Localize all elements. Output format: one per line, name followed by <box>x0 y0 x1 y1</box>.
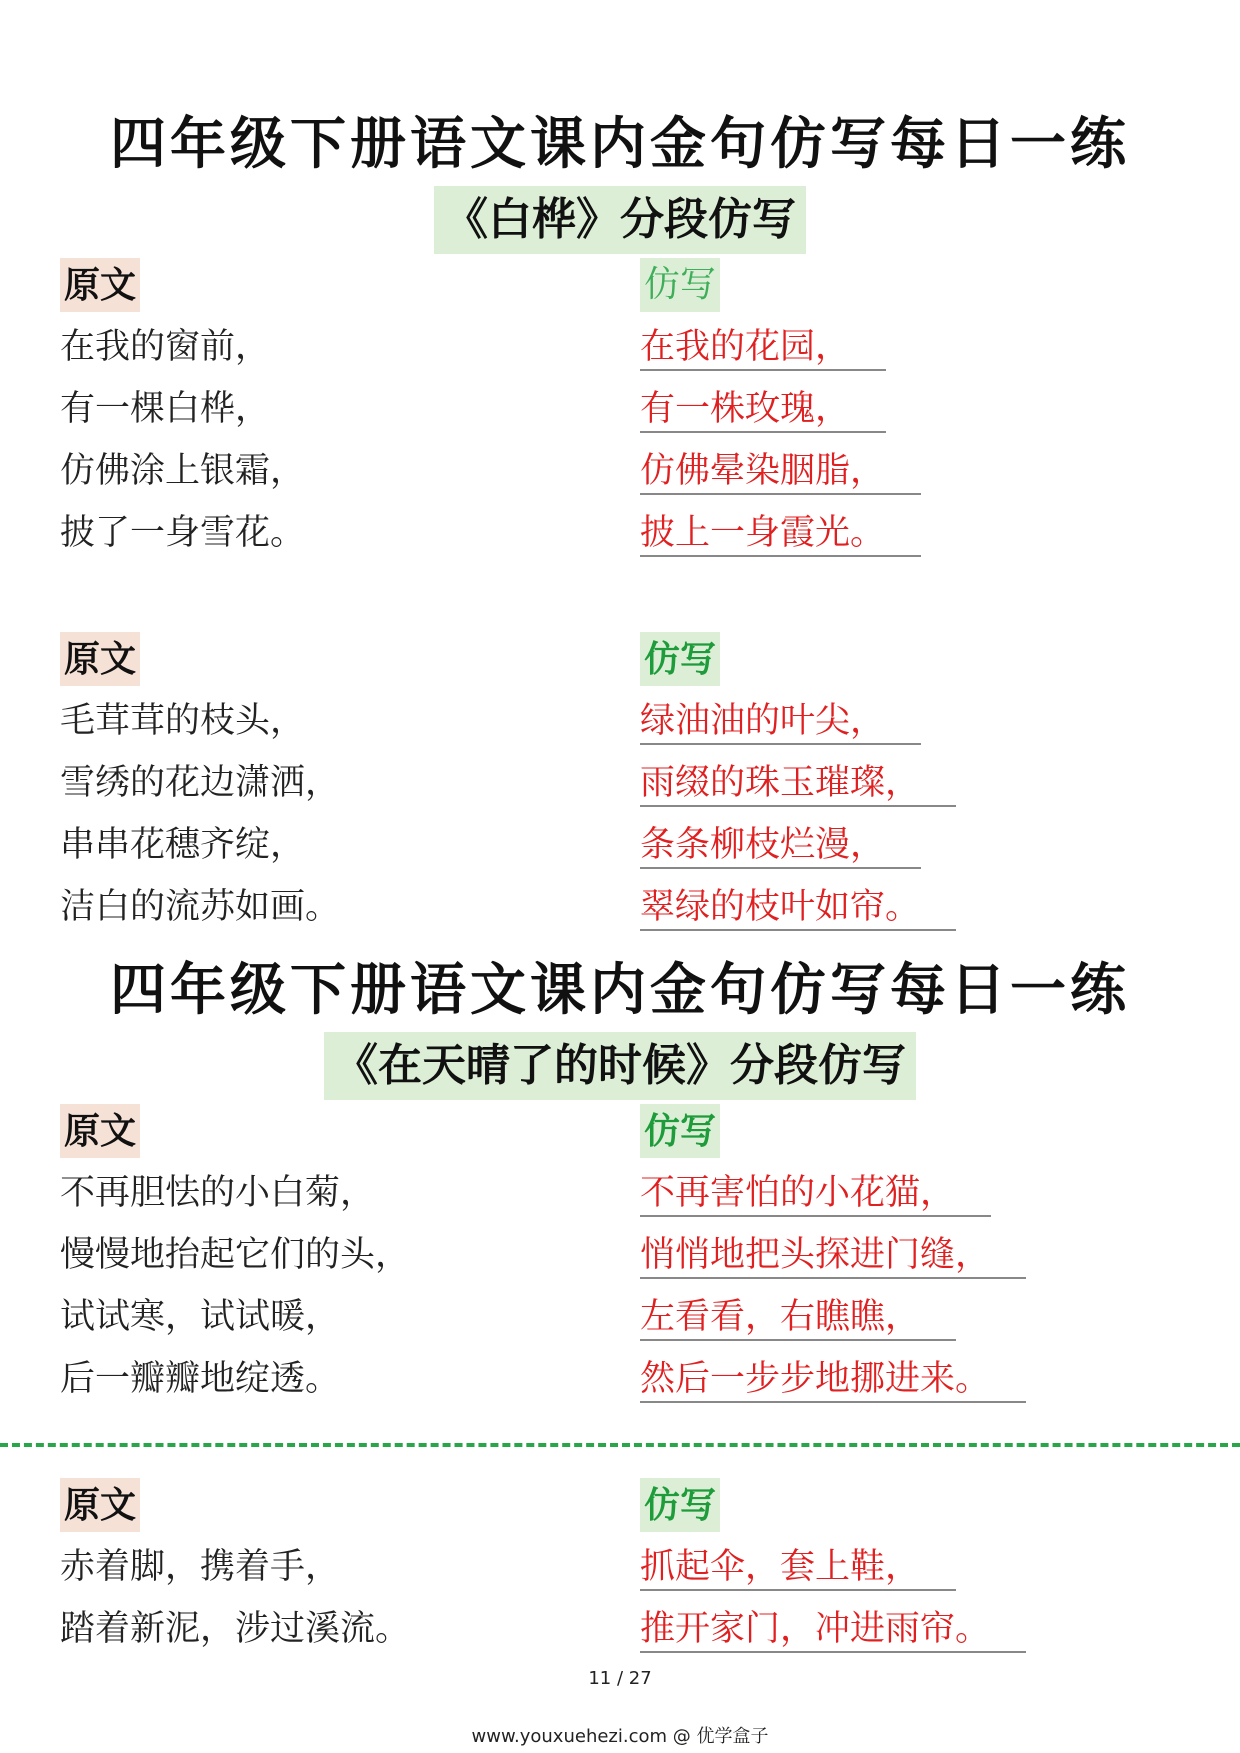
original-label: 原文 <box>60 1478 140 1532</box>
original-line: 慢慢地抬起它们的头， <box>60 1235 411 1275</box>
imitation-label: 仿写 <box>640 258 720 312</box>
original-line: 不再胆怯的小白菊， <box>60 1173 376 1213</box>
original-line: 有一棵白桦， <box>60 389 271 429</box>
original-label: 原文 <box>60 258 140 312</box>
imitation-line: 抓起伞，套上鞋， <box>640 1536 1200 1598</box>
imitation-label: 仿写 <box>640 1104 720 1158</box>
original-column <box>60 1104 620 1410</box>
imitation-label: 仿写 <box>640 632 720 686</box>
original-column <box>60 258 620 564</box>
imitation-line: 推开家门，冲进雨帘。 <box>640 1598 1200 1660</box>
original-column <box>60 1478 620 1660</box>
imitation-line: 在我的花园， <box>640 316 1200 378</box>
imitation-line: 条条柳枝烂漫， <box>640 814 1200 876</box>
imitation-line: 然后一步步地挪进来。 <box>640 1348 1200 1410</box>
original-line: 试试寒，试试暖， <box>60 1297 341 1337</box>
lesson-subtitle: 《白桦》分段仿写 <box>434 186 806 254</box>
original-line: 在我的窗前， <box>60 327 271 367</box>
original-label: 原文 <box>60 632 140 686</box>
imitation-label: 仿写 <box>640 1478 720 1532</box>
imitation-column <box>640 1104 1200 1410</box>
original-line: 毛茸茸的枝头， <box>60 701 306 741</box>
original-line: 赤着脚，携着手， <box>60 1547 341 1587</box>
imitation-line: 雨缀的珠玉璀璨， <box>640 752 1200 814</box>
imitation-line: 左看看，右瞧瞧， <box>640 1286 1200 1348</box>
page-title: 四年级下册语文课内金句仿写每日一练 <box>110 958 1130 1023</box>
original-line: 披了一身雪花。 <box>60 513 306 553</box>
imitation-line: 悄悄地把头探进门缝， <box>640 1224 1200 1286</box>
original-line: 洁白的流苏如画。 <box>60 887 341 927</box>
imitation-line: 不再害怕的小花猫， <box>640 1162 1200 1224</box>
original-line: 仿佛涂上银霜， <box>60 451 306 491</box>
imitation-line: 有一株玫瑰， <box>640 378 1200 440</box>
original-line: 雪绣的花边潇洒， <box>60 763 341 803</box>
imitation-column <box>640 258 1200 564</box>
original-column <box>60 632 620 938</box>
dashed-divider <box>0 1443 1240 1447</box>
original-line: 后一瓣瓣地绽透。 <box>60 1359 341 1399</box>
imitation-column <box>640 1478 1200 1660</box>
page-number: 11 / 27 <box>588 1668 652 1689</box>
imitation-line: 披上一身霞光。 <box>640 502 1200 564</box>
imitation-line: 绿油油的叶尖， <box>640 690 1200 752</box>
imitation-column <box>640 632 1200 938</box>
original-line: 串串花穗齐绽， <box>60 825 306 865</box>
original-label: 原文 <box>60 1104 140 1158</box>
imitation-line: 仿佛晕染胭脂， <box>640 440 1200 502</box>
original-line: 踏着新泥，涉过溪流。 <box>60 1609 411 1649</box>
lesson-subtitle: 《在天晴了的时候》分段仿写 <box>324 1032 916 1100</box>
page-title: 四年级下册语文课内金句仿写每日一练 <box>110 112 1130 177</box>
footer-watermark: www.youxuehezi.com @ 优学盒子 <box>471 1726 769 1747</box>
imitation-line: 翠绿的枝叶如帘。 <box>640 876 1200 938</box>
